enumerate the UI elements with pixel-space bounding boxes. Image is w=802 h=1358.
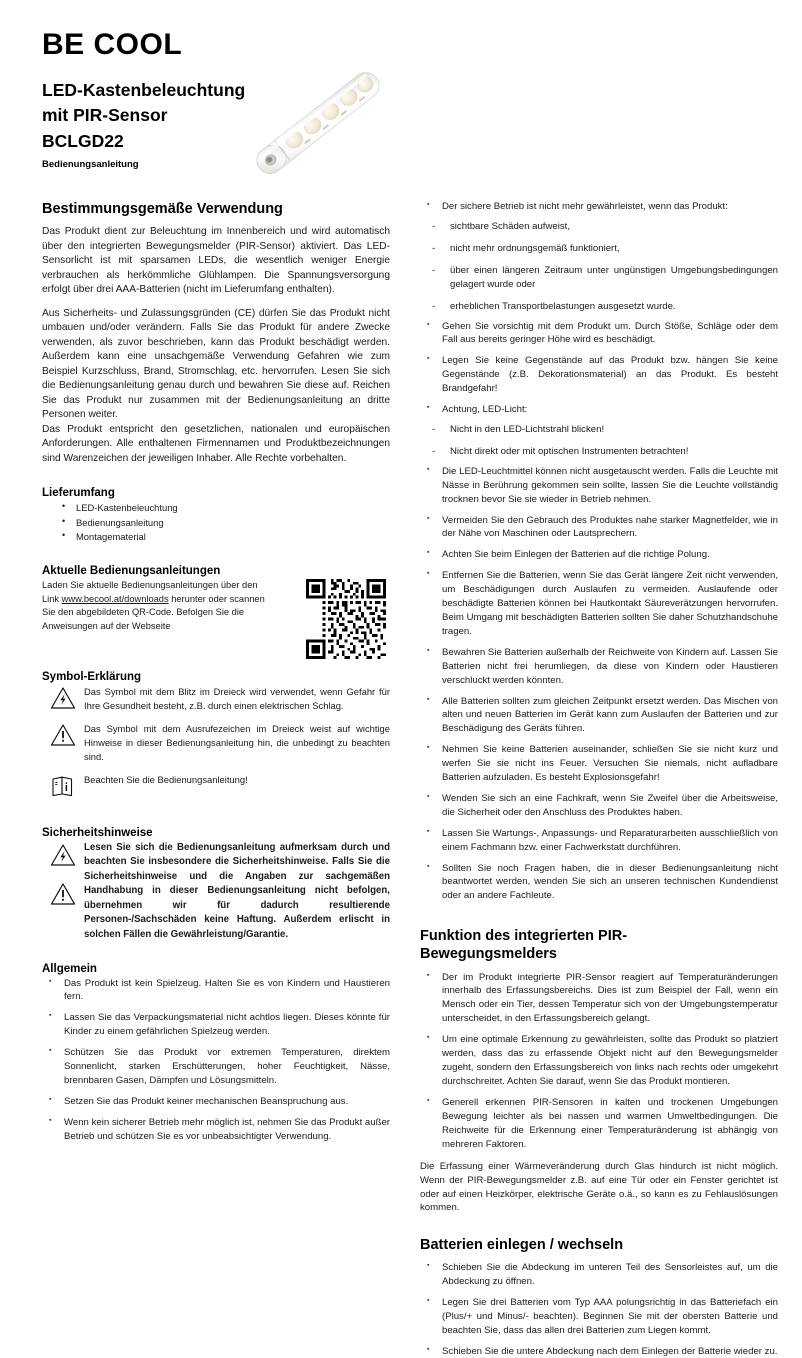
list-item: • LED-Kastenbeleuchtung	[76, 501, 390, 515]
qr-code	[306, 579, 386, 659]
heading-pir-function	[420, 927, 778, 963]
symbol-row	[42, 685, 390, 713]
list-item: • Montagematerial	[76, 530, 390, 544]
battery-instructions-list	[420, 1261, 778, 1358]
warning-triangle-icon	[42, 722, 84, 747]
heading-safety-notices: Sicherheitshinweise	[42, 827, 390, 839]
heading-general: Allgemein	[42, 963, 390, 975]
downloads-link[interactable]: www.becool.at/downloads	[62, 594, 169, 604]
list-item: ▪ Das Produkt ist kein Spielzeug. Halten Sie es von Kindern und Haustieren fern.	[64, 977, 390, 1005]
symbol-text: Das Symbol mit dem Ausrufezeichen im Dreieck weist auf wichtige Hinweise in dieser Bedienungsanleitung hin, die unbedingt zu beachten sind.	[84, 722, 390, 764]
list-item: - sichtbare Schäden aufweist,	[450, 220, 778, 234]
pir-closing-paragraph: Die Erfassung einer Wärmeveränderung durch Glas hindurch ist nicht möglich. Wenn der PIR-Bewegungsmelder z.B. auf eine Tür oder ein Fenster gerichtet ist oder auf einen Heizkörper, elektrische Geräte o.ä., so kann es zu Fehlauslösungen kommen.	[420, 1160, 778, 1214]
left-column	[42, 200, 390, 1143]
heading-current-manuals: Aktuelle Bedienungsanleitungen	[42, 565, 390, 577]
intended-use-paragraph-1: Das Produkt dient zur Beleuchtung im Innenbereich und wird automatisch über den integrierten Bewegungsmelder (PIR-Sensor) aktiviert. Das LED-Sensorlicht ist mit sparsamen LEDs, die wesentlich weniger Energie verbrauchen als herkömmliche Glühlampen. Die Spannungsversorgung erfolgt über drei AAA-Batterien (nicht im Lieferumfang enthalten).	[42, 225, 390, 297]
safety-notice-block	[42, 841, 390, 943]
safe-operation-lead: ▪ Der sichere Betrieb ist nicht mehr gewährleistet, wenn das Produkt:	[442, 200, 778, 214]
list-item: ▪ Bewahren Sie Batterien außerhalb der Reichweite von Kindern auf. Lassen Sie Batterien nicht frei herumliegen, da diese von Kindern oder Haustieren verschluckt werden könnten.	[442, 646, 778, 688]
heading-intended-use: Bestimmungsgemäße Verwendung	[42, 200, 390, 218]
lightning-triangle-icon	[42, 685, 84, 710]
list-item: ▪ Schieben Sie die untere Abdeckung nach dem Einlegen der Batterie wieder zu.	[442, 1345, 778, 1358]
list-item: ▪ Um eine optimale Erkennung zu gewährleisten, sollte das Produkt so platziert werden, dass das zu erfassende Objekt nicht auf den Bewegungsmelder zugeht, sondern den Erfassungsbereich von links nach rechts oder umgekehrt durchschreitet. Achten Sie darauf, wenn Sie das Produkt montieren.	[442, 1033, 778, 1089]
list-item: ▪ Die LED-Leuchtmittel können nicht ausgetauscht werden. Falls die Leuchte mit Nässe in Berührung gekommen sein sollte, lassen Sie die Leuchte vollständig trocknen bevor Sie sie wieder in Betrieb nehmen.	[442, 465, 778, 507]
manuals-text	[42, 579, 272, 633]
list-item: ▪ Wenden Sie sich an eine Fachkraft, wenn Sie Zweifel über die Arbeitsweise, die Sicherheit oder den Anschluss des Produktes haben.	[442, 792, 778, 820]
led-warning-list	[420, 423, 778, 459]
heading-scope-of-delivery: Lieferumfang	[42, 487, 390, 499]
handling-list	[420, 320, 778, 417]
product-model: BCLGD22	[42, 129, 770, 154]
list-item: ▪ Nehmen Sie keine Batterien auseinander, schließen Sie sie nicht kurz und werfen Sie sie nicht ins Feuer. Versuchen Sie niemals, nicht aufladbare Batterien aufzuladen. Es besteht Explosionsgefahr!	[442, 743, 778, 785]
safe-operation-conditions	[420, 220, 778, 314]
list-item: ▪ Alle Batterien sollten zum gleichen Zeitpunkt ersetzt werden. Das Mischen von alten und neuen Batterien im Gerät kann zum Auslaufen der Batterien und zur Beschädigung des Geräts führen.	[442, 695, 778, 737]
manuals-text-before: Laden Sie aktuelle Bedienungsanleitungen über den Link	[42, 580, 258, 603]
list-item: ▪ Der im Produkt integrierte PIR-Sensor reagiert auf Temperaturänderungen innerhalb des Erfassungsbereichs. Dies ist zum Beispiel der Fall, wenn ein Mensch oder ein Tier, dessen Temperatur sich von der Umgebungstemperatur unterscheidet, in den Erfassungsbereich gelangt.	[442, 971, 778, 1027]
list-item: ▪ Achtung, LED-Licht:	[442, 403, 778, 417]
intended-use-paragraph-3: Das Produkt entspricht den gesetzlichen, nationalen und europäischen Anforderungen. Alle enthaltenen Firmennamen und Produktbezeichnungen sind Warenzeichen der jeweiligen Inhaber. Alle Rechte vorbehalten.	[42, 423, 390, 466]
list-item: ▪ Lassen Sie Wartungs-, Anpassungs- und Reparaturarbeiten ausschließlich von einem Fachmann bzw. einer Fachwerkstatt durchführen.	[442, 827, 778, 855]
product-title-line-2: mit PIR-Sensor	[42, 103, 770, 128]
manuals-block	[42, 579, 390, 659]
list-item: ▪ Setzen Sie das Produkt keiner mechanischen Beanspruchung aus.	[64, 1095, 390, 1109]
list-item: - Nicht direkt oder mit optischen Instrumenten betrachten!	[450, 445, 778, 459]
list-item: ▪ Schützen Sie das Produkt vor extremen Temperaturen, direktem Sonnenlicht, starken Erschütterungen, hoher Feuchtigkeit, Nässe, brennbaren Gasen, Dämpfen und Lösungsmitteln.	[64, 1046, 390, 1088]
general-safety-list	[42, 977, 390, 1144]
list-item: - über einen längeren Zeitraum unter ungünstigen Umgebungsbedingungen gelagert wurde oder	[450, 264, 778, 292]
list-item: ▪ Legen Sie drei Batterien vom Typ AAA polungsrichtig in das Batteriefach ein (Plus/+ und Minus/- beachten). Beginnen Sie mit der obersten Batterie und beachten Sie, dass das allen drei Batterien zum Liegen kommt.	[442, 1296, 778, 1338]
lightning-triangle-icon	[50, 843, 76, 872]
document-type-label: Bedienungsanleitung	[42, 159, 770, 170]
intended-use-paragraph-2: Aus Sicherheits- und Zulassungsgründen (CE) dürfen Sie das Produkt nicht umbauen und/oder verändern. Falls Sie das Produkt für andere Zwecke verwenden, als zuvor beschrieben, kann das Produkt beschädigt werden. Außerdem kann eine unsachgemäße Verwendung Gefahren wie zum Beispiel Kurzschluss, Brand, Stromschlag, etc. hervorrufen. Lesen Sie sich die Bedienungsanleitung genau durch und bewahren Sie diese auf. Reichen Sie das Produkt nur zusammen mit der Bedienungsanleitung an dritte Personen weiter.	[42, 307, 390, 423]
list-item: ▪ Schieben Sie die Abdeckung im unteren Teil des Sensorleistes auf, um die Abdeckung zu öffnen.	[442, 1261, 778, 1289]
content-columns	[42, 200, 770, 1358]
document-header	[42, 30, 770, 170]
product-title-line-1: LED-Kastenbeleuchtung	[42, 78, 770, 103]
brand-logo: BE COOL	[42, 30, 770, 60]
manuals-text-after: herunter oder scannen Sie den abgebildeten QR-Code. Befolgen Sie die Anweisungen auf der Webseite	[42, 594, 265, 631]
list-item: ▪ Achten Sie beim Einlegen der Batterien auf die richtige Polung.	[442, 548, 778, 562]
symbol-text: Das Symbol mit dem Blitz im Dreieck wird verwendet, wenn Gefahr für Ihre Gesundheit besteht, z.B. durch einen elektrischen Schlag.	[84, 685, 390, 713]
battery-safety-list	[420, 465, 778, 903]
heading-battery-insert: Batterien einlegen / wechseln	[420, 1236, 778, 1254]
list-item: ▪ Generell erkennen PIR-Sensoren in kalten und trockenen Umgebungen Bewegung leichter als bei nassen und warmen Umweltbedingungen. Die Reichweite für die Erkennung einer Temperaturänderung ist abhängig von mehreren Faktoren.	[442, 1096, 778, 1152]
list-item: - nicht mehr ordnungsgemäß funktioniert,	[450, 242, 778, 256]
heading-pir-line-2: Bewegungsmelders	[420, 946, 557, 962]
list-item: ▪ Vermeiden Sie den Gebrauch des Produktes nahe starker Magnetfelder, wie in der Nähe von Maschinen oder Lautsprechern.	[442, 514, 778, 542]
list-item: ▪ Gehen Sie vorsichtig mit dem Produkt um. Durch Stöße, Schläge oder dem Fall aus bereits geringer Höhe wird es beschädigt.	[442, 320, 778, 348]
read-manual-icon	[42, 773, 84, 798]
list-item: ▪ Sollten Sie noch Fragen haben, die in dieser Bedienungsanleitung nicht beantwortet werden, wenden Sie sich an unseren technischen Kundendienst oder an andere Fachleute.	[442, 862, 778, 904]
safety-notice-text: Lesen Sie sich die Bedienungsanleitung aufmerksam durch und beachten Sie insbesondere die Sicherheitshinweise. Falls Sie die Sicherheitshinweise und die Angaben zur sachgemäßen Handhabung in dieser Bedienungsanleitung nicht befolgen, übernehmen wir für dadurch resultierende Personen-/Sachschäden keine Haftung. Außerdem erlischt in solchen Fällen die Gewährleistung/Garantie.	[84, 841, 390, 943]
scope-of-delivery-list	[42, 501, 390, 544]
list-item: ▪ Wenn kein sicherer Betrieb mehr möglich ist, nehmen Sie das Produkt außer Betrieb und schützen Sie es vor unbeabsichtigter Verwendung.	[64, 1116, 390, 1144]
symbol-row	[42, 722, 390, 764]
list-item: ▪ Lassen Sie das Verpackungsmaterial nicht achtlos liegen. Dieses könnte für Kinder zu einem gefährlichen Spielzeug werden.	[64, 1011, 390, 1039]
list-item: - Nicht in den LED-Lichtstrahl blicken!	[450, 423, 778, 437]
heading-symbol-explanation: Symbol-Erklärung	[42, 671, 390, 683]
list-item: - erheblichen Transportbelastungen ausgesetzt wurde.	[450, 300, 778, 314]
list-item: ▪ Legen Sie keine Gegenstände auf das Produkt bzw. hängen Sie keine Gegenstände (z.B. Dekorationsmaterial) an das Produkt. Es besteht Brandgefahr!	[442, 354, 778, 396]
list-item: ▪ Entfernen Sie die Batterien, wenn Sie das Gerät längere Zeit nicht verwenden, um Beschädigungen durch Auslaufen zu vermeiden. Auslaufende oder beschädigte Batterien können bei Hautkontakt Säureverätzungen hervorrufen. Beim Umgang mit beschädigten Batterien sollten Sie daher Schutzhandschuhe tragen.	[442, 569, 778, 639]
list-item: • Bedienungsanleitung	[76, 516, 390, 530]
heading-pir-line-1: Funktion des integrierten PIR-	[420, 928, 627, 944]
pir-function-list	[420, 971, 778, 1152]
warning-triangle-icon	[50, 882, 76, 911]
right-column	[420, 200, 778, 1358]
symbol-row	[42, 773, 390, 798]
safe-operation-list	[420, 200, 778, 214]
symbol-text: Beachten Sie die Bedienungsanleitung!	[84, 773, 390, 787]
